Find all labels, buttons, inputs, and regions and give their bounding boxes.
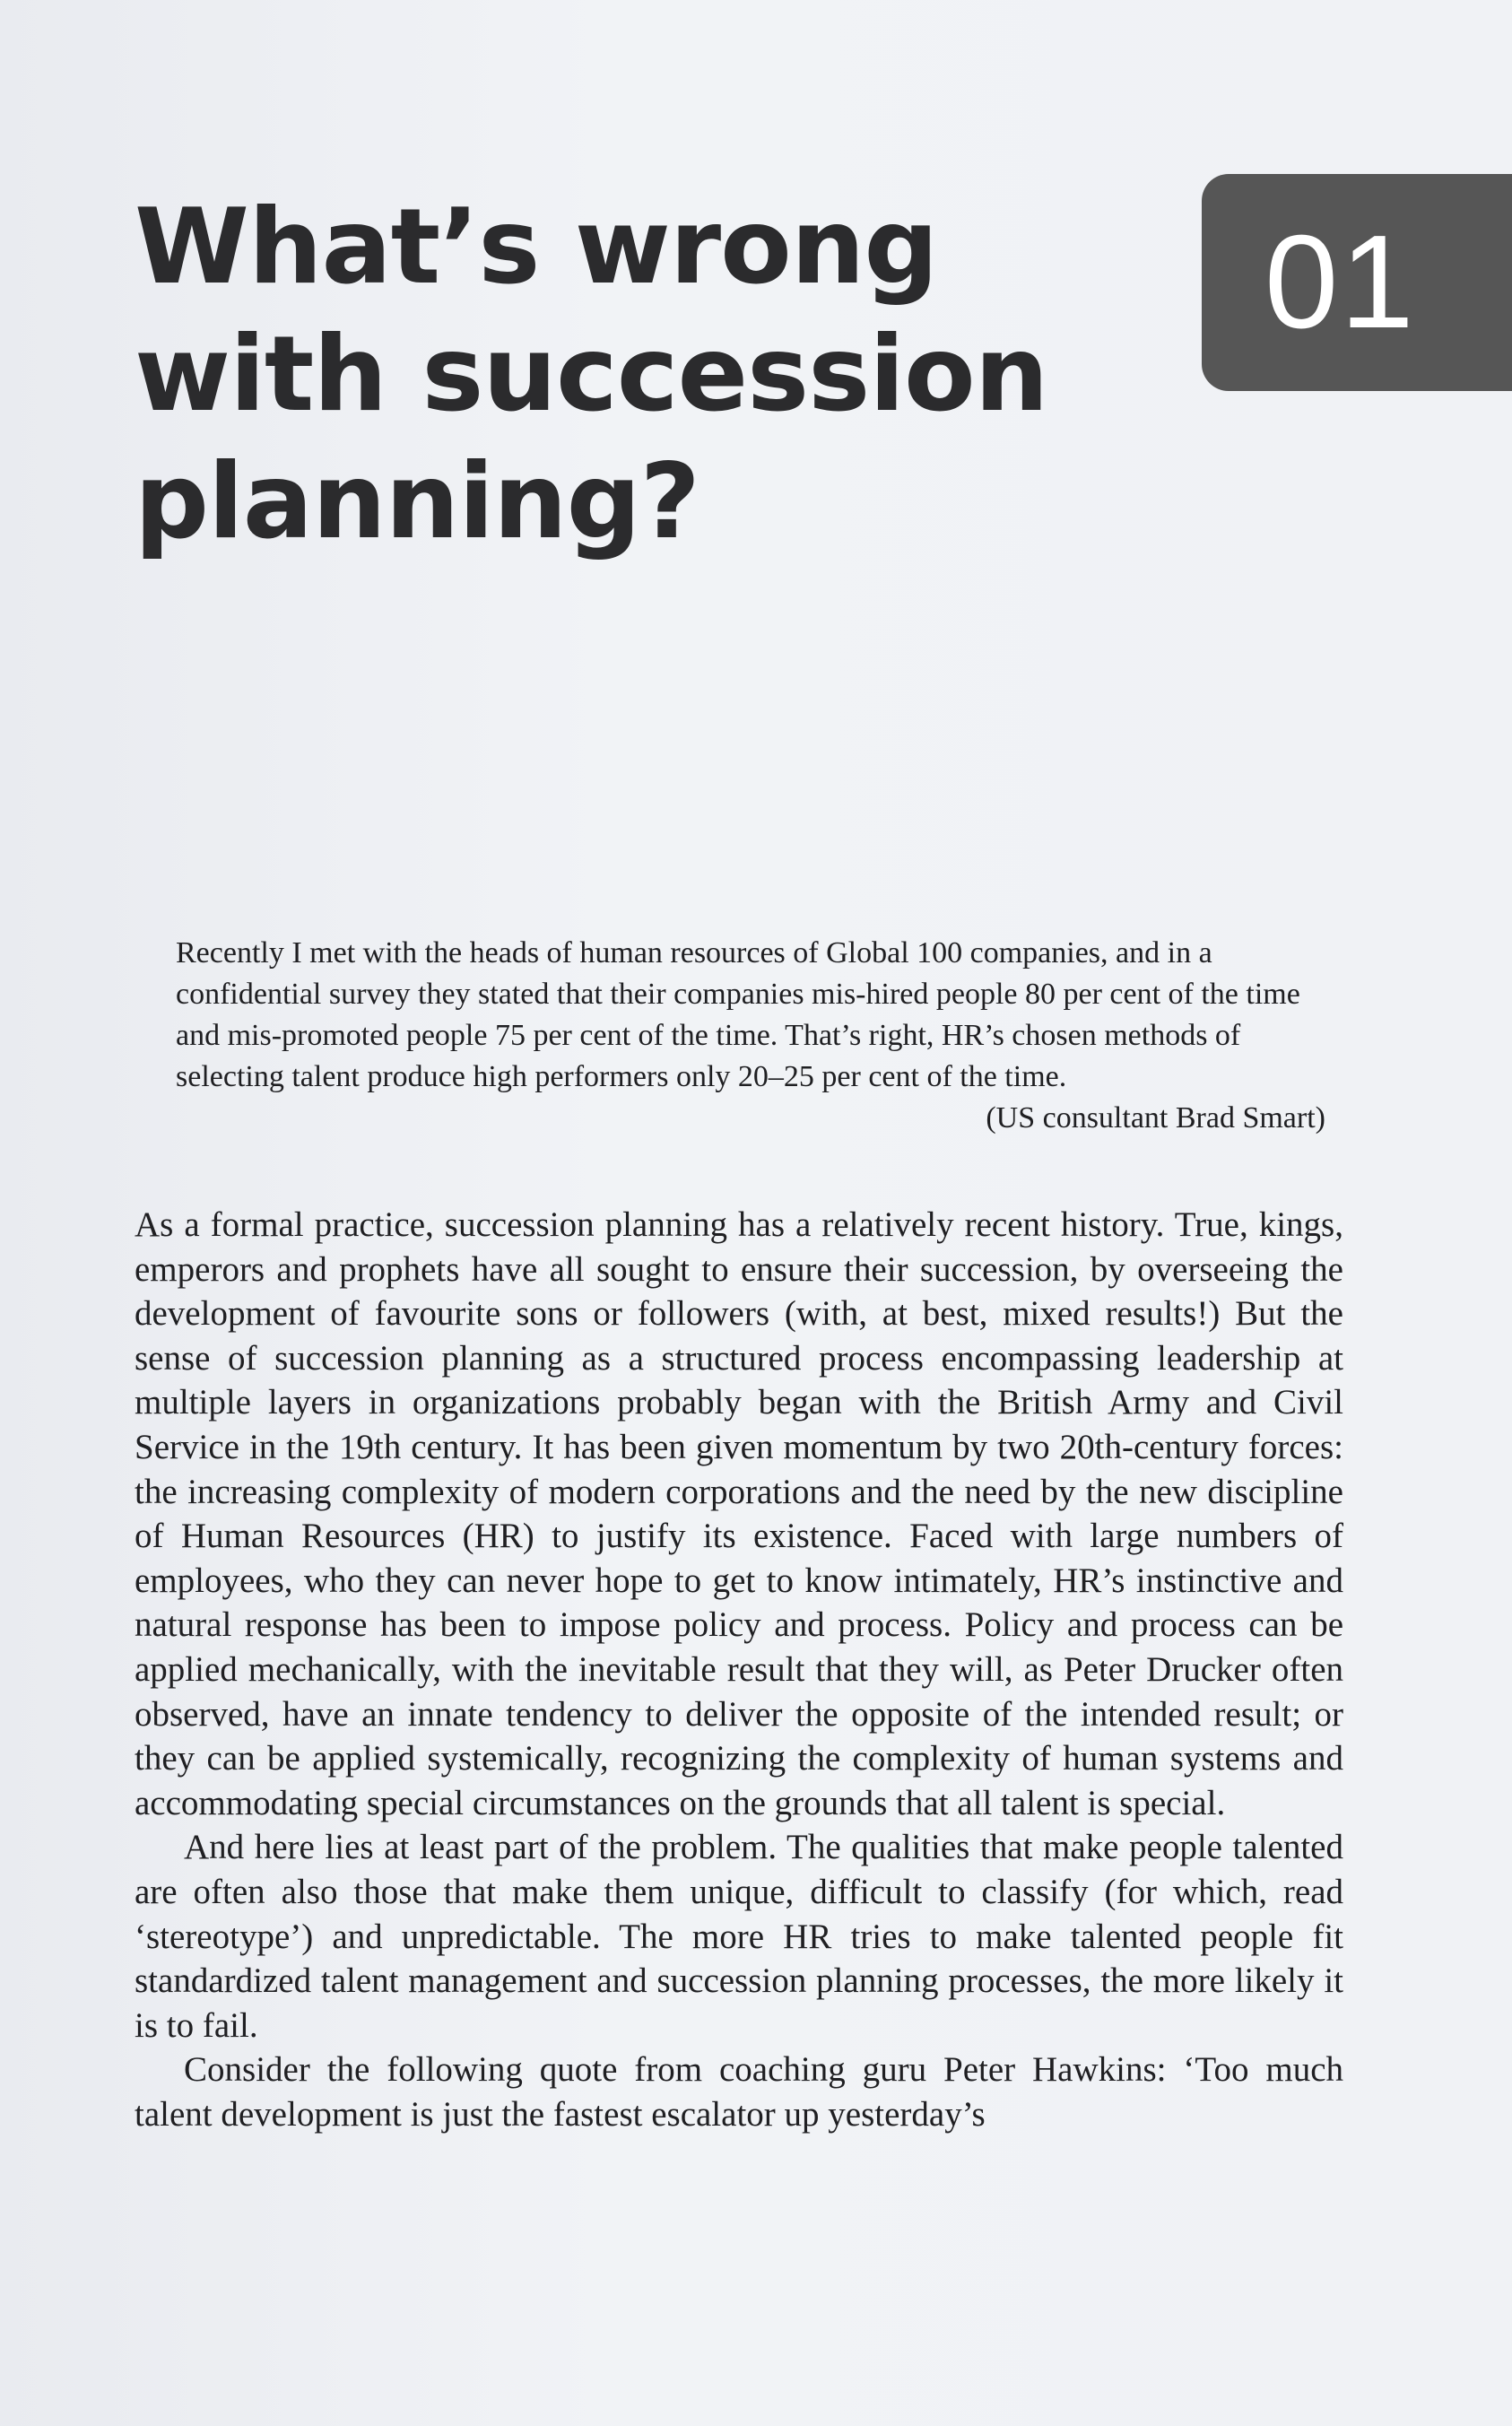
chapter-number: 01 — [1264, 208, 1416, 356]
epigraph-quote: Recently I met with the heads of human resources of Global 100 companies, and in a confidential survey they stated that their companies mis-hired people 80 per cent of the time and mis-promoted people 75 per cent of the time. That’s right, HR’s chosen methods of selecting talent produce high performers only 20–25 per cent of the time. — [176, 936, 1300, 1093]
epigraph-attribution: (US consultant Brad Smart) — [986, 1101, 1325, 1135]
chapter-title: What’s wrong with succession planning? — [135, 187, 1048, 562]
body-text — [135, 1203, 1343, 2136]
body-paragraph: As a formal practice, succession planning has a relatively recent history. True, kings, emperors and prophets have all sought to ensure their succession, by overseeing the development of favourite sons or followers (with, at best, mixed results!) But the sense of succession planning as a structured process encompassing leadership at multiple layers in organizations probably began with the British Army and Civil Service in the 19th century. It has been given momentum by two 20th-century forces: the increasing complexity of modern corporations and the need by the new discipline of Human Resources (HR) to justify its existence. Faced with large numbers of employees, who they can never hope to get to know intimately, HR’s instinctive and natural response has been to impose policy and process. Policy and process can be applied mechanically, with the inevitable result that they will, as Peter Drucker often observed, have an innate tendency to deliver the opposite of the intended result; or they can be applied systemically, recognizing the complexity of human systems and accommodating special circumstances on the grounds that all talent is special. — [135, 1205, 1343, 1822]
body-paragraph: Consider the following quote from coaching guru Peter Hawkins: ‘Too much talent development is just the fastest escalator up yesterday’s — [135, 2050, 1343, 2134]
epigraph — [176, 933, 1325, 1139]
chapter-number-tab — [1202, 174, 1512, 391]
body-paragraph: And here lies at least part of the problem. The qualities that make people talented are often also those that make them unique, difficult to classify (for which, read ‘stereotype’) and unpredictable. The more HR tries to make talented people fit standardized talent management and succession planning processes, the more likely it is to fail. — [135, 1828, 1343, 2045]
